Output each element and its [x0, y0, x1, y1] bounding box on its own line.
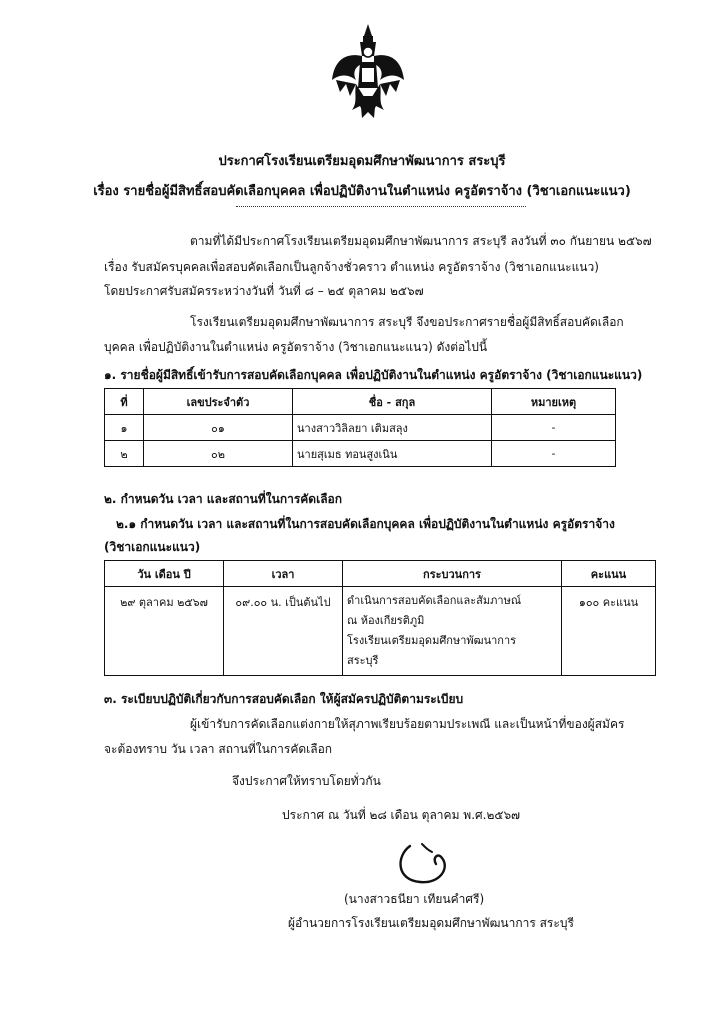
col-id: เลขประจำตัว: [144, 389, 293, 415]
schedule-time: ๐๙.๐๐ น. เป็นต้นไป: [224, 587, 343, 676]
schedule-table: [104, 560, 656, 676]
section-3-line-1: ผู้เข้ารับการคัดเลือกแต่งกายให้สุภาพเรียบร้อยตามประเพณี และเป็นหน้าที่ของผู้สมัคร: [190, 717, 625, 731]
schedule-process: [343, 587, 562, 676]
row-name: นายสุเมธ ทอนสูงเนิน: [293, 441, 492, 467]
col-score: คะแนน: [562, 561, 656, 587]
candidate-table: [104, 388, 616, 467]
row-id: ๐๒: [144, 441, 293, 467]
intro-line-2: เรื่อง รับสมัครบุคคลเพื่อสอบคัดเลือกเป็นลูกจ้างชั่วคราว ตำแหน่ง ครูอัตราจ้าง (วิชาเอกแนะแนว): [104, 260, 599, 274]
section-2-1-heading-cont: (วิชาเอกแนะแนว): [104, 540, 201, 554]
intro-line-4: โรงเรียนเตรียมอุดมศึกษาพัฒนาการ สระบุรี จึงขอประกาศรายชื่อผู้มีสิทธิ์สอบคัดเลือก: [190, 315, 624, 329]
table-row: [105, 587, 656, 676]
closing-announce: จึงประกาศให้ทราบโดยทั่วกัน: [232, 774, 381, 788]
closing-date: ประกาศ ณ วันที่ ๒๘ เดือน ตุลาคม พ.ศ.๒๕๖๗: [282, 808, 521, 822]
col-name: ชื่อ - สกุล: [293, 389, 492, 415]
schedule-date: ๒๙ ตุลาคม ๒๕๖๗: [105, 587, 224, 676]
signer-position: ผู้อำนวยการโรงเรียนเตรียมอุดมศึกษาพัฒนาการ สระบุรี: [288, 916, 574, 930]
col-process: กระบวนการ: [343, 561, 562, 587]
intro-line-1: ตามที่ได้มีประกาศโรงเรียนเตรียมอุดมศึกษาพัฒนาการ สระบุรี ลงวันที่ ๓๐ กันยายน ๒๕๖๗: [190, 234, 652, 248]
signer-name: (นางสาวธนียา เทียนคำศรี): [344, 892, 485, 906]
announcement-title: ประกาศโรงเรียนเตรียมอุดมศึกษาพัฒนาการ สระบุรี: [218, 154, 506, 169]
row-name: นางสาววิลิลยา เติมสลุง: [293, 415, 492, 441]
col-no: ที่: [105, 389, 144, 415]
table-row: [105, 415, 616, 441]
section-1-heading: ๑. รายชื่อผู้มีสิทธิ์เข้ารับการสอบคัดเลือกบุคคล เพื่อปฏิบัติงานในตำแหน่ง ครูอัตราจ้าง (วิชาเอกแนะแนว): [104, 368, 643, 382]
col-date: วัน เดือน ปี: [105, 561, 224, 587]
section-2-heading: ๒. กำหนดวัน เวลา และสถานที่ในการคัดเลือก: [104, 492, 343, 506]
intro-line-5: บุคคล เพื่อปฏิบัติงานในตำแหน่ง ครูอัตราจ้าง (วิชาเอกแนะแนว) ดังต่อไปนี้: [104, 340, 488, 354]
signature: [392, 840, 456, 886]
announcement-subject: เรื่อง รายชื่อผู้มีสิทธิ์สอบคัดเลือกบุคคล เพื่อปฏิบัติงานในตำแหน่ง ครูอัตราจ้าง (วิชาเอกแนะแนว): [93, 184, 631, 199]
process-line: ณ ห้องเกียรติภูมิ: [347, 614, 425, 627]
table-row: [105, 441, 616, 467]
row-no: ๑: [105, 415, 144, 441]
row-note: -: [492, 415, 616, 441]
row-id: ๐๑: [144, 415, 293, 441]
process-line: ดำเนินการสอบคัดเลือกและสัมภาษณ์: [347, 594, 522, 607]
intro-line-3: โดยประกาศรับสมัครระหว่างวันที่ วันที่ ๘ – ๒๕ ตุลาคม ๒๕๖๗: [104, 284, 424, 298]
schedule-score: ๑๐๐ คะแนน: [562, 587, 656, 676]
row-note: -: [492, 441, 616, 467]
section-3-heading: ๓. ระเบียบปฏิบัติเกี่ยวกับการสอบคัดเลือก ให้ผู้สมัครปฏิบัติตามระเบียบ: [104, 692, 464, 706]
col-note: หมายเหตุ: [492, 389, 616, 415]
section-2-1-heading: ๒.๑ กำหนดวัน เวลา และสถานที่ในการสอบคัดเลือกบุคคล เพื่อปฏิบัติงานในตำแหน่ง ครูอัตราจ้าง: [116, 517, 615, 531]
process-line: โรงเรียนเตรียมอุดมศึกษาพัฒนาการ: [347, 634, 517, 647]
row-no: ๒: [105, 441, 144, 467]
garuda-emblem: [330, 22, 406, 122]
section-3-line-2: จะต้องทราบ วัน เวลา สถานที่ในการคัดเลือก: [104, 742, 333, 756]
dotted-divider: [236, 206, 526, 207]
process-line: สระบุรี: [347, 654, 379, 667]
col-time: เวลา: [224, 561, 343, 587]
